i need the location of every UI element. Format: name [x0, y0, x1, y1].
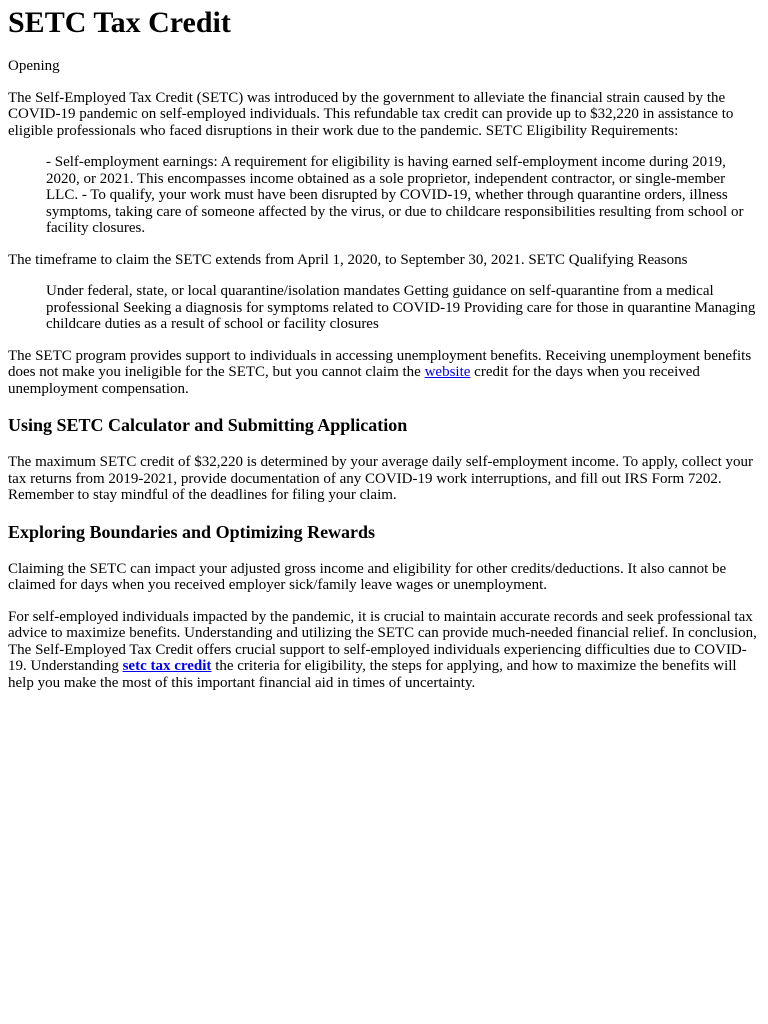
- unemployment-text-end: credit for the days when you received unemployment compensation.: [8, 364, 700, 397]
- boundaries-heading: Exploring Boundaries and Optimizing Rewards: [8, 521, 376, 542]
- calculator-heading: Using SETC Calculator and Submitting Application: [8, 415, 408, 435]
- conclusion-text-end: the criteria for eligibility, the steps for applying, and how to maximize the benefits will help you make the most of this important financial aid in times of uncertainty.: [8, 658, 737, 691]
- calculator-paragraph: The maximum SETC credit of $32,220 is determined by your average daily self-employment income. To apply, collect your tax returns from 2019-2021, provide documentation of any COVID-19 work interruptions, and fill out IRS Form 7202. Remember to stay mindful of the deadlines for filing your claim.: [8, 454, 754, 503]
- boundaries-paragraph: Claiming the SETC can impact your adjusted gross income and eligibility for other credits/deductions. It also cannot be claimed for days when you received employer sick/family leave wages or unemployment.: [8, 560, 727, 593]
- unemployment-text-start: The SETC program provides support to individuals in accessing unemployment benefits. Receiving unemployment benefits does not make you ineligible for the SETC, but you cannot claim the: [8, 347, 752, 380]
- article-page: [0, 6, 768, 691]
- website-link[interactable]: website: [424, 364, 471, 380]
- opening-label: Opening: [8, 58, 60, 74]
- eligibility-quote: - Self-employment earnings: A requirement for eligibility is having earned self-employment income during 2019, 2020, or 2021. This encompasses income obtained as a sole proprietor, independent contractor, or single-member LLC. - To qualify, your work must have been disrupted by COVID-19, whether through quarantine orders, illness symptoms, taking care of someone affected by the virus, or due to childcare responsibilities resulting from school or facility closures.: [46, 154, 744, 236]
- page-title: SETC Tax Credit: [8, 6, 231, 39]
- timeframe-paragraph: The timeframe to claim the SETC extends from April 1, 2020, to September 30, 2021. SETC Qualifying Reasons: [8, 251, 688, 268]
- setc-tax-credit-link[interactable]: setc tax credit: [122, 658, 212, 674]
- qualifying-reasons-quote: Under federal, state, or local quarantine/isolation mandates Getting guidance on self-quarantine from a medical professional Seeking a diagnosis for symptoms related to COVID-19 Providing care for those in quarantine Managing childcare duties as a result of school or facility closures: [46, 283, 756, 332]
- unemployment-paragraph: [8, 348, 760, 398]
- intro-paragraph: The Self-Employed Tax Credit (SETC) was introduced by the government to alleviate the financial strain caused by the COVID-19 pandemic on self-employed individuals. This refundable tax credit can provide up to $32,220 in assistance to eligible professionals who faced disruptions in their work due to the pandemic. SETC Eligibility Requirements:: [8, 89, 734, 139]
- conclusion-paragraph: [8, 609, 760, 692]
- conclusion-text-start: For self-employed individuals impacted by the pandemic, it is crucial to maintain accurate records and seek professional tax advice to maximize benefits. Understanding and utilizing the SETC can provide much-needed financial relief. In conclusion, The Self-Employed Tax Credit offers crucial support to self-employed individuals experiencing difficulties due to COVID-19. Understanding: [8, 608, 757, 674]
